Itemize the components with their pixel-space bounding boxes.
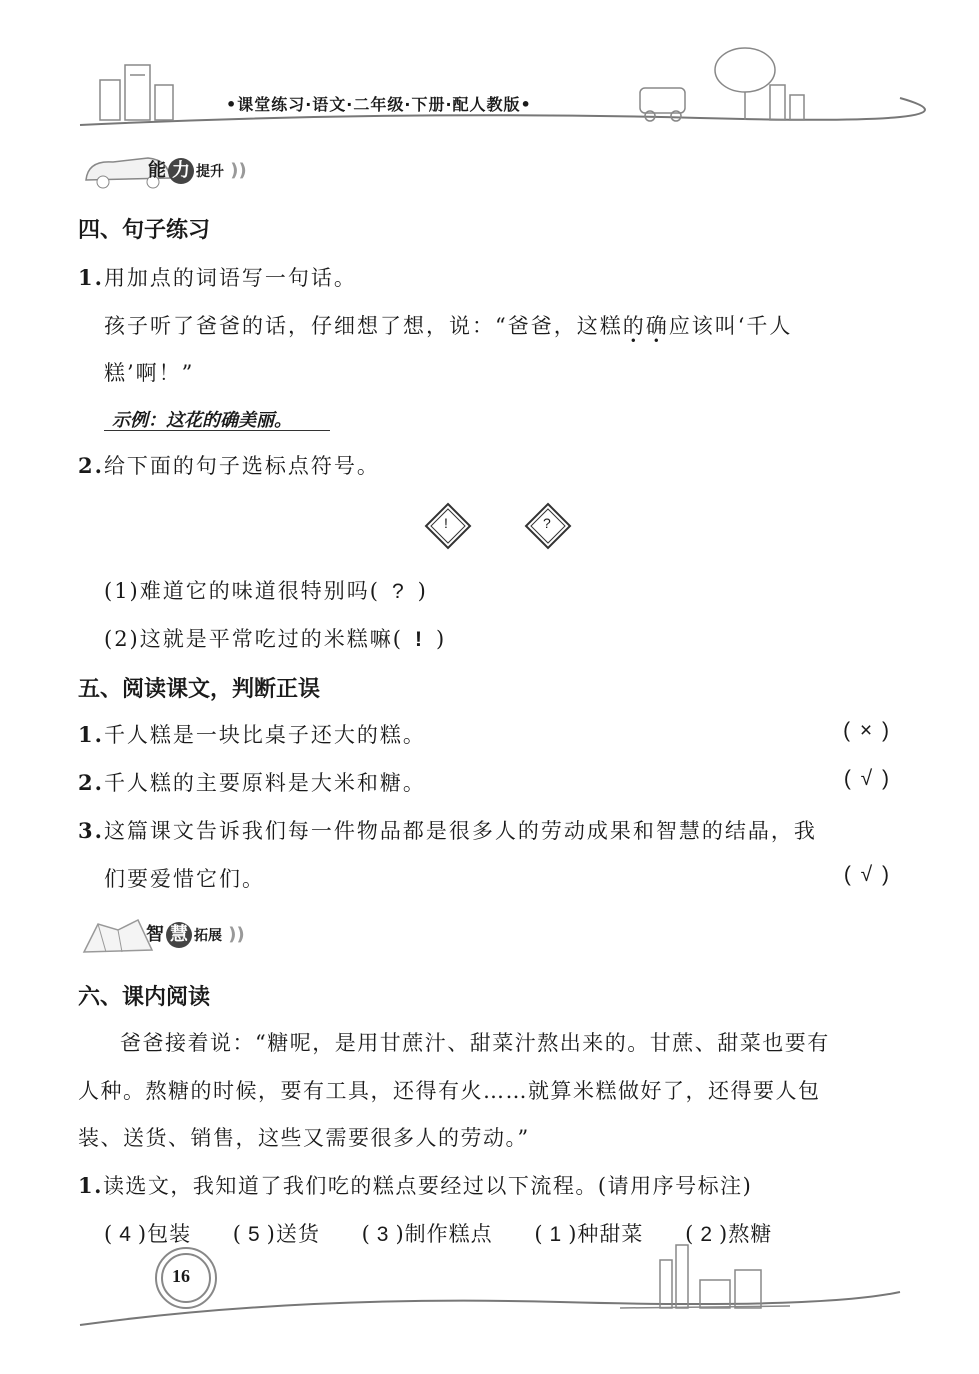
part4-q1-text-b: 应该叫‘千人 [668,314,793,338]
part5-item-2-text: 千人糕的主要原料是大米和糖。 [103,771,426,795]
step-open: ( [685,1222,695,1246]
part6-heading: 六、课内阅读 [78,985,211,1010]
exclamation-sign-card [424,502,472,550]
part6-q1-number: 1. [78,1173,103,1198]
question-sign-card [524,502,572,550]
part4-q2-item1-text: (1)难道它的味道很特别吗( [104,579,380,603]
step-open: ( [361,1222,371,1246]
part4-q1-dot-word-2: 确 [645,314,669,338]
part5-item-3-mark: ( √ ) [843,863,891,886]
question-sign-label: ? [543,515,551,531]
part4-q2-item2-text: (2)这就是平常吃过的米糕嘛( [104,627,403,651]
part4-q2-prompt-line [78,450,380,480]
part5-item-2-mark: ( √ ) [843,767,891,790]
part6-passage-line3: 装、送货、销售，这些又需要很多人的劳动。” [78,1126,530,1150]
step-label: )种甜菜 [568,1222,644,1246]
part4-q1-text-line1 [104,310,792,340]
wisdom-badge-c: 拓展 [194,928,222,944]
part4-heading: 四、句子练习 [78,218,211,243]
part4-q2-item1-answer: ? [391,580,406,603]
step-label: )包装 [137,1222,192,1246]
part5-item-3-number: 3. [78,818,104,843]
part4-q2-number: 2. [78,453,104,478]
exclamation-sign-label: ! [444,515,448,531]
part4-q2-item2-close: ) [435,627,447,651]
part5-item-3-text: 这篇课文告诉我们每一件物品都是很多人的劳动成果和智慧的结晶，我 [103,819,817,843]
step-answer: 4 [119,1223,132,1246]
wisdom-badge-b: 慧 [166,922,192,948]
part5-heading: 五、阅读课文，判断正误 [78,677,321,702]
step-answer: 5 [247,1223,261,1246]
part5-item-2-number: 2. [78,770,104,795]
ability-badge-b: 力 [168,158,194,184]
part6-q1-prompt: 读选文，我知道了我们吃的糕点要经过以下流程。(请用序号标注) [102,1174,753,1198]
step-answer: 3 [376,1223,390,1246]
step-answer: 2 [700,1223,714,1246]
part6-q1-prompt-line [78,1170,752,1200]
part4-q1-prompt-line [78,262,357,292]
step-label: )送货 [266,1222,320,1246]
part4-q1-answer-underline [104,430,330,431]
header-banner: •课堂练习·语文·二年级·下册·配人教版• [226,95,532,114]
part4-q1-answer: 示例：这花的确美丽。 [112,410,292,431]
footer-decoration [0,1240,979,1330]
part4-q1-dot-word-1: 的 [622,314,646,338]
step-open: ( [232,1222,242,1246]
part4-q1-number: 1. [78,265,104,290]
wisdom-badge-a: 智 [146,924,164,945]
part4-q1-text-a: 孩子听了爸爸的话，仔细想了想，说：“爸爸，这糕 [104,314,623,338]
part5-item-2 [78,767,426,797]
city-sketch-icon [100,65,173,120]
step-answer: 1 [549,1223,563,1246]
part4-q2-item2 [104,623,446,653]
badge-wave-icon: )) [224,160,247,181]
city-skyline-icon [620,1245,790,1308]
part4-q2-item1-close: ) [417,579,428,603]
badge-wave-icon: )) [222,924,245,945]
wisdom-badge [146,920,245,948]
page-number: 16 [172,1266,190,1286]
ability-badge-a: 能 [148,160,166,181]
part4-q1-text-line2: 糕’啊！” [104,361,195,385]
part5-item-1-mark: ( × ) [843,719,891,742]
part6-passage-line1: 爸爸接着说：“糖呢，是用甘蔗汁、甜菜汁熬出来的。甘蔗、甜菜也要有 [120,1031,830,1055]
part5-item-3-text-line2: 们要爱惜它们。 [104,867,265,891]
part4-q1-prompt: 用加点的词语写一句话。 [103,266,357,290]
part5-item-3 [78,815,817,845]
ability-badge [148,156,247,184]
part5-item-1-number: 1. [78,722,104,747]
step-label: )制作糕点 [395,1222,493,1246]
ability-badge-c: 提升 [196,164,224,180]
step-label: )熬糖 [719,1222,773,1246]
diamond-sign-icon [424,502,472,550]
part4-q2-prompt: 给下面的句子选标点符号。 [103,454,380,478]
part6-passage-line2: 人种。熬糖的时候，要有工具，还得有火……就算米糕做好了，还得要人包 [78,1079,821,1103]
part4-q2-item1 [104,575,428,605]
step-open: ( [534,1222,544,1246]
part4-q2-item2-answer: ! [414,628,424,651]
part5-item-1 [78,719,426,749]
header-decoration [0,40,979,130]
part5-item-1-text: 千人糕是一块比桌子还大的糕。 [103,723,426,747]
step-open: ( [104,1222,114,1246]
tree-car-sketch-icon [640,48,804,121]
